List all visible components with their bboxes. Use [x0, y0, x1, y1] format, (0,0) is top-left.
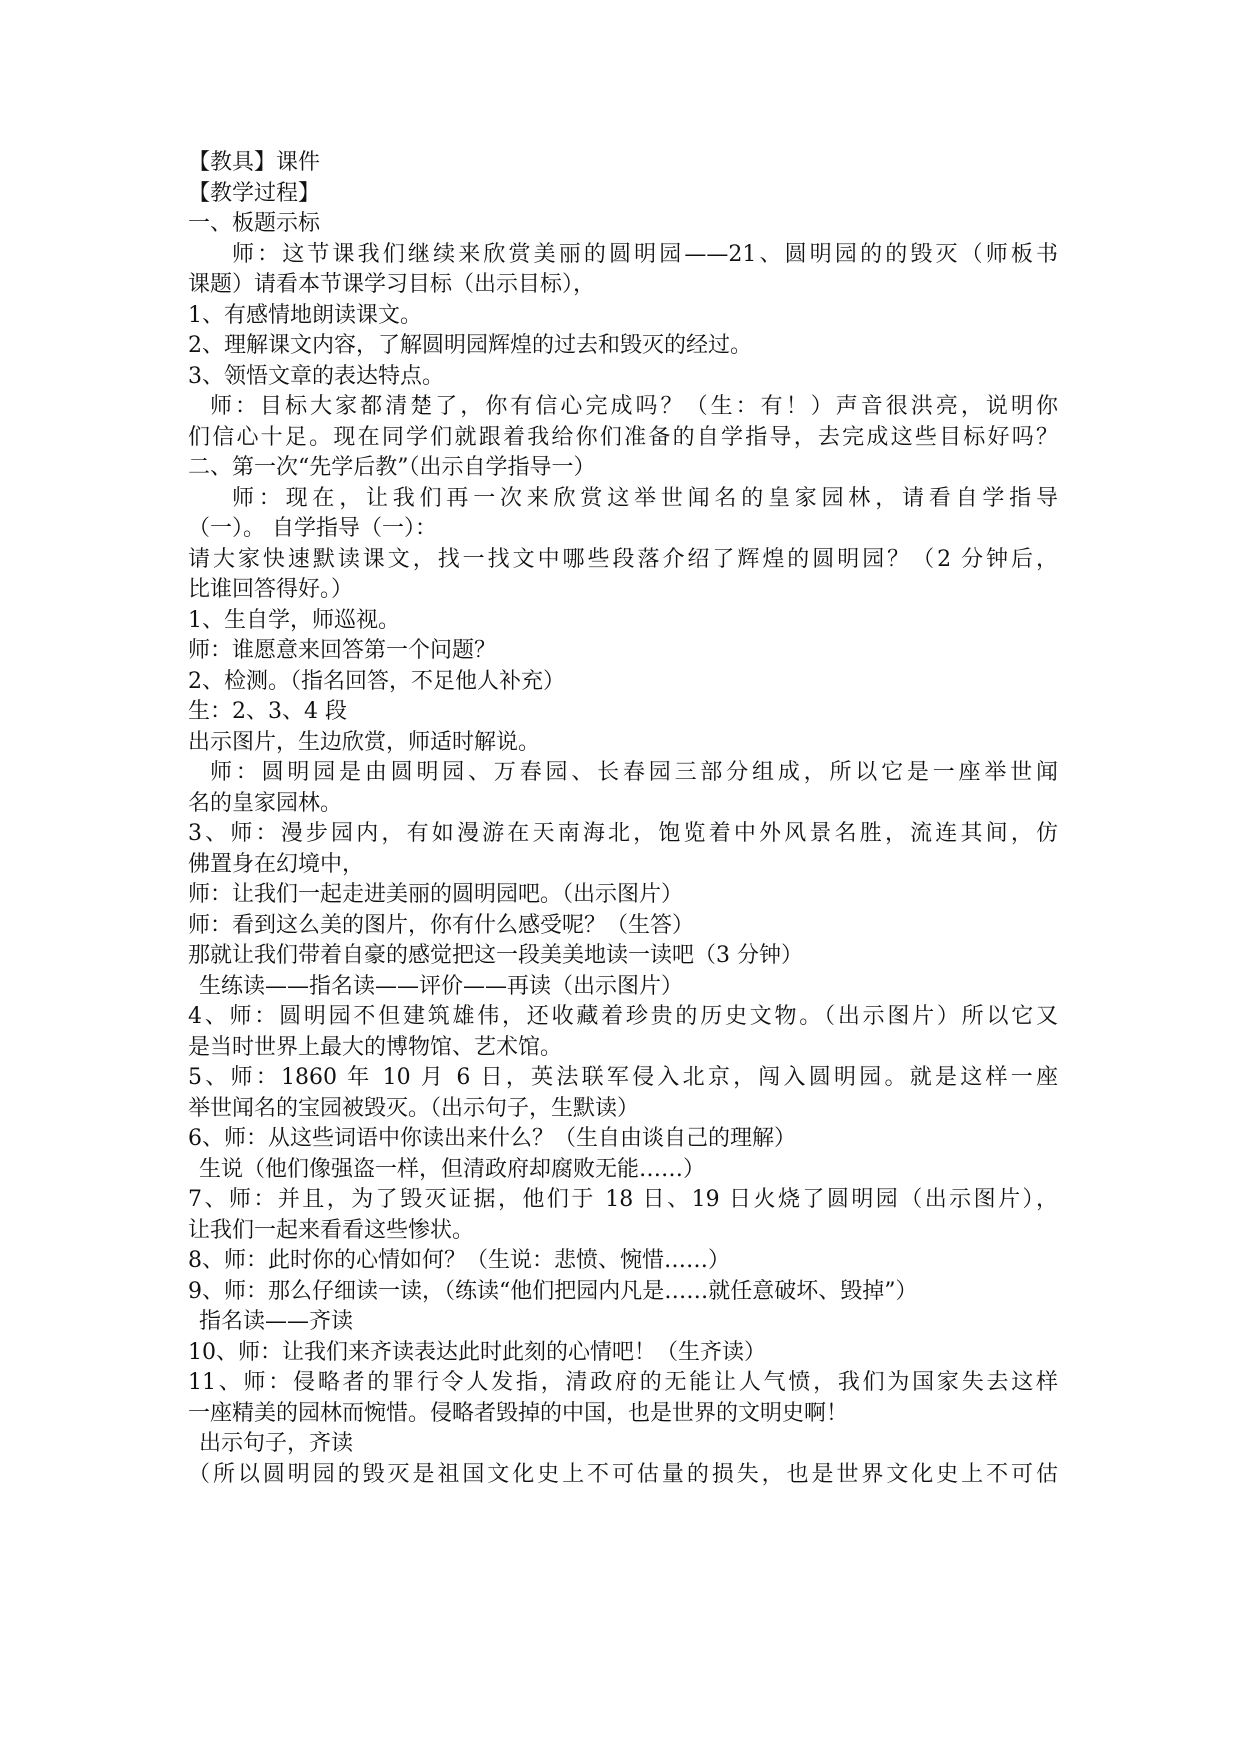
document-page	[188, 148, 1058, 1490]
text-line: 名的皇家园林。	[188, 790, 343, 816]
list-item: 10、师：让我们来齐读表达此时此刻的心情吧！（生齐读）	[188, 1339, 766, 1365]
list-item: 1、有感情地朗读课文。	[188, 302, 422, 328]
section-title-2: 二、第一次“先学后教”（出示自学指导一）	[188, 455, 596, 480]
text-line: 比谁回答得好。）	[188, 577, 354, 602]
list-item: 3、师：漫步园内，有如漫游在天南海北，饱览着中外风景名胜，流连其间，仿	[188, 821, 1058, 846]
text-line: 举世闻名的宝园被毁灭。（出示句子，生默读）	[188, 1095, 640, 1121]
list-item: 6、师：从这些词语中你读出来什么？（生自由谈自己的理解）	[188, 1126, 796, 1151]
text-line: 出示图片，生边欣赏，师适时解说。	[188, 729, 541, 755]
text-line: 出示句子，齐读	[199, 1431, 354, 1456]
text-line: 师：目标大家都清楚了，你有信心完成吗？（生：有！）声音很洪亮，说明你	[210, 394, 1058, 419]
text-line: （一）。 自学指导（一）：	[188, 516, 437, 541]
text-line: 请大家快速默读课文，找一找文中哪些段落介绍了辉煌的圆明园？（2 分钟后，	[188, 546, 1058, 572]
text-line: （所以圆明园的毁灭是祖国文化史上不可估量的损失，也是世界文化史上不可估	[188, 1461, 1058, 1487]
list-item: 4、师：圆明园不但建筑雄伟，还收藏着珍贵的历史文物。（出示图片）所以它又	[188, 1004, 1058, 1029]
list-item: 1、生自学，师巡视。	[188, 607, 400, 633]
text-line: 师：现在，让我们再一次来欣赏这举世闻名的皇家园林，请看自学指导	[232, 485, 1058, 511]
text-line: 佛置身在幻境中，	[188, 851, 365, 877]
text-line: 那就让我们带着自豪的感觉把这一段美美地读一读吧（3 分钟）	[188, 943, 803, 968]
text-line: 是当时世界上最大的博物馆、艺术馆。	[188, 1034, 563, 1060]
list-item: 2、理解课文内容，了解圆明园辉煌的过去和毁灭的经过。	[188, 333, 752, 358]
text-line: 师：圆明园是由圆明园、万春园、长春园三部分组成，所以它是一座举世闻	[210, 760, 1058, 785]
text-line: 生说（他们像强盗一样，但清政府却腐败无能……）	[199, 1156, 706, 1182]
text-line: 师：这节课我们继续来欣赏美丽的圆明园——21、圆明园的的毁灭（师板书	[232, 241, 1058, 267]
list-item: 5、师：1860 年 10 月 6 日，英法联军侵入北京，闯入圆明园。就是这样一座	[188, 1065, 1058, 1090]
list-item: 8、师：此时你的心情如何？（生说：悲愤、惋惜……）	[188, 1248, 730, 1273]
heading-teaching-process: 【教学过程】	[188, 180, 321, 206]
text-line: 师：看到这么美的图片，你有什么感受呢？（生答）	[188, 912, 695, 938]
section-title-1: 一、板题示标	[188, 211, 321, 236]
heading-teaching-aids: 【教具】课件	[188, 150, 321, 175]
list-item: 7、师：并且，为了毁灭证据，他们于 18 日、19 日火烧了圆明园（出示图片），	[188, 1187, 1058, 1212]
text-line: 师：谁愿意来回答第一个问题？	[188, 638, 497, 663]
list-item: 3、领悟文章的表达特点。	[188, 363, 444, 389]
list-item: 9、师：那么仔细读一读，（练读“他们把园内凡是……就任意破坏、毁掉”）	[188, 1278, 918, 1304]
text-line: 让我们一起来看看这些惨状。	[188, 1217, 475, 1243]
text-line: 生练读——指名读——评价——再读（出示图片）	[199, 973, 684, 999]
list-item: 11、师：侵略者的罪行令人发指，清政府的无能让人气愤，我们为国家失去这样	[188, 1370, 1058, 1395]
text-line: 一座精美的园林而惋惜。侵略者毁掉的中国，也是世界的文明史啊！	[188, 1400, 849, 1426]
text-line: 课题）请看本节课学习目标（出示目标），	[188, 272, 596, 297]
text-line: 师：让我们一起走进美丽的圆明园吧。（出示图片）	[188, 882, 684, 907]
text-line: 指名读——齐读	[199, 1309, 354, 1334]
text-line: 生：2、3、4 段	[188, 699, 347, 724]
text-line: 们信心十足。现在同学们就跟着我给你们准备的自学指导，去完成这些目标好吗？	[188, 424, 1058, 450]
list-item: 2、检测。（指名回答，不足他人补充）	[188, 668, 565, 694]
